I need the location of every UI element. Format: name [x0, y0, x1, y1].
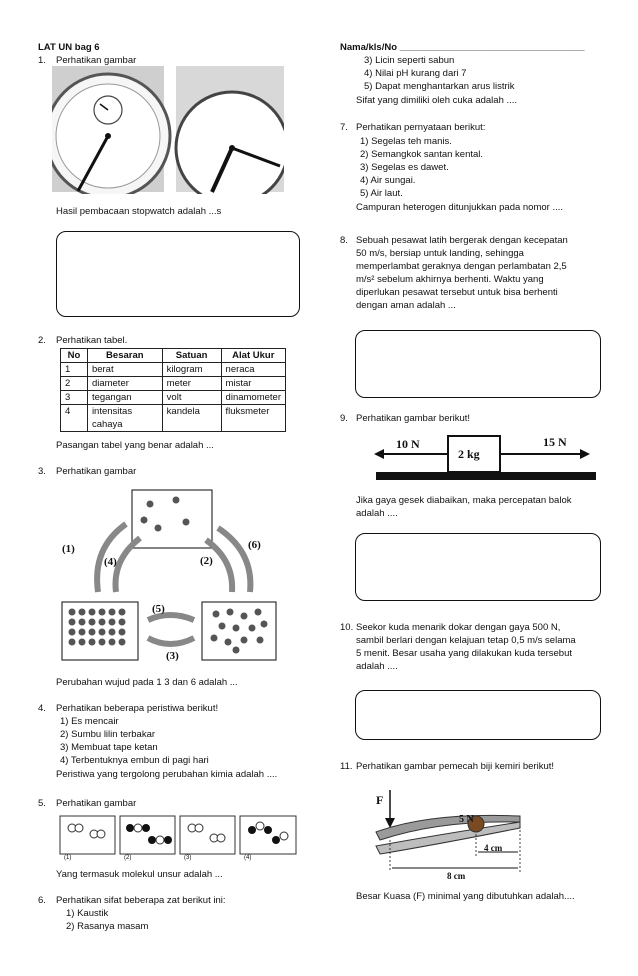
- q6-caption: Sifat yang dimiliki oleh cuka adalah ....: [356, 95, 518, 106]
- force-5n-label: 5 N: [459, 814, 474, 825]
- q11-number: 11.: [340, 761, 353, 772]
- q7-item: 2) Semangkok santan kental.: [360, 149, 484, 160]
- label-4: (4): [104, 556, 117, 568]
- q9-caption: adalah ....: [356, 508, 398, 519]
- q3-prompt: Perhatikan gambar: [56, 466, 137, 477]
- q8-line: Sebuah pesawat latih bergerak dengan kecepatan: [356, 235, 568, 246]
- q8-number: 8.: [340, 235, 348, 246]
- table-row: [61, 405, 286, 432]
- table-header-row: [61, 349, 286, 363]
- q8-answer-box[interactable]: [355, 330, 601, 398]
- q7-prompt: Perhatikan pernyataan berikut:: [356, 122, 486, 133]
- q2-number: 2.: [38, 335, 46, 346]
- table-cell: mistar: [221, 377, 285, 391]
- label-3: (3): [166, 650, 179, 662]
- q6-item: 2) Rasanya masam: [66, 921, 149, 932]
- q4-caption: Peristiwa yang tergolong perubahan kimia adalah ....: [56, 769, 278, 780]
- q10-line: 5 menit. Besar usaha yang dilakukan kuda tersebut: [356, 648, 572, 659]
- table-cell: meter: [162, 377, 221, 391]
- q9-answer-box[interactable]: [355, 533, 601, 601]
- q1-answer-box[interactable]: [56, 231, 300, 317]
- q6-item: 3) Licin seperti sabun: [364, 55, 455, 66]
- q10-answer-box[interactable]: [355, 690, 601, 740]
- table-row: [61, 377, 286, 391]
- name-field[interactable]: Nama/kls/No ___________________________________: [340, 42, 585, 53]
- q6-prompt: Perhatikan sifat beberapa zat berikut ini:: [56, 895, 226, 906]
- q6-item: 4) Nilai pH kurang dari 7: [364, 68, 467, 79]
- table-header: Alat Ukur: [221, 349, 285, 363]
- table-cell: dinamometer: [221, 391, 285, 405]
- stopwatch-figure: [52, 66, 284, 194]
- q7-item: 4) Air sungai.: [360, 175, 416, 186]
- q8-line: diperlukan pesawat tersebut untuk bisa berhenti: [356, 287, 558, 298]
- table-cell: berat: [87, 363, 162, 377]
- table-cell: volt: [162, 391, 221, 405]
- q4-number: 4.: [38, 703, 46, 714]
- table-header: No: [61, 349, 88, 363]
- table-cell: 4: [61, 405, 88, 432]
- label-2: (2): [200, 555, 213, 567]
- label-5: (5): [152, 603, 165, 615]
- table-cell: tegangan: [87, 391, 162, 405]
- molecule-figure: [58, 814, 298, 856]
- q6-number: 6.: [38, 895, 46, 906]
- table-cell: 2: [61, 377, 88, 391]
- q7-number: 7.: [340, 122, 348, 133]
- q3-number: 3.: [38, 466, 46, 477]
- q2-caption: Pasangan tabel yang benar adalah ...: [56, 440, 214, 451]
- force-f-label: F: [376, 793, 384, 807]
- q7-item: 5) Air laut.: [360, 188, 403, 199]
- table-header: Besaran: [87, 349, 162, 363]
- q10-line: sambil berlari dengan kelajuan tetap 0,5 m/s selama: [356, 635, 576, 646]
- page-title: LAT UN bag 6: [38, 42, 100, 53]
- table-cell: intensitas cahaya: [87, 405, 162, 432]
- q4-item: 4) Terbentuknya embun di pagi hari: [60, 755, 209, 766]
- q9-prompt: Perhatikan gambar berikut!: [356, 413, 471, 424]
- table-cell: neraca: [221, 363, 285, 377]
- units-table: [60, 348, 286, 432]
- q4-item: 2) Sumbu lilin terbakar: [60, 729, 156, 740]
- q7-item: 1) Segelas teh manis.: [360, 136, 452, 147]
- q8-line: dengan aman adalah ...: [356, 300, 456, 311]
- label-6: (6): [248, 539, 261, 551]
- table-cell: kilogram: [162, 363, 221, 377]
- label-1: (1): [62, 543, 75, 555]
- table-cell: kandela: [162, 405, 221, 432]
- table-row: [61, 391, 286, 405]
- q5-caption: Yang termasuk molekul unsur adalah ...: [56, 869, 223, 880]
- q3-caption: Perubahan wujud pada 1 3 dan 6 adalah ...: [56, 677, 238, 688]
- length-4cm-label: 4 cm: [484, 843, 503, 853]
- q8-line: memperlambat geraknya dengan perlambatan 2,5: [356, 261, 567, 272]
- table-cell: 1: [61, 363, 88, 377]
- mol-label-1: (1): [64, 855, 72, 861]
- mol-label-2: (2): [124, 855, 132, 861]
- q11-prompt: Perhatikan gambar pemecah biji kemiri berikut!: [356, 761, 555, 772]
- table-header: Satuan: [162, 349, 221, 363]
- q4-item: 1) Es mencair: [60, 716, 119, 727]
- q6-item: 1) Kaustik: [66, 908, 109, 919]
- q5-number: 5.: [38, 798, 46, 809]
- table-cell: diameter: [87, 377, 162, 391]
- mass-label: 2 kg: [458, 447, 480, 461]
- q6-item: 5) Dapat menghantarkan arus listrik: [364, 81, 515, 92]
- table-cell: fluksmeter: [221, 405, 285, 432]
- q4-item: 3) Membuat tape ketan: [60, 742, 158, 753]
- q7-item: 3) Segelas es dawet.: [360, 162, 449, 173]
- right-force-label: 15 N: [543, 435, 567, 449]
- q8-line: 50 m/s, bersiap untuk landing, sehingga: [356, 248, 524, 259]
- q11-caption: Besar Kuasa (F) minimal yang dibutuhkan adalah....: [356, 891, 575, 902]
- q10-number: 10.: [340, 622, 354, 633]
- table-cell: 3: [61, 391, 88, 405]
- q1-prompt: Perhatikan gambar: [56, 55, 137, 66]
- phase-change-diagram: [58, 488, 278, 664]
- length-8cm-label: 8 cm: [447, 871, 466, 881]
- q9-caption: Jika gaya gesek diabaikan, maka percepatan balok: [356, 495, 572, 506]
- left-force-label: 10 N: [396, 437, 420, 451]
- table-row: [61, 363, 286, 377]
- q4-prompt: Perhatikan beberapa peristiwa berikut!: [56, 703, 219, 714]
- q10-line: adalah ....: [356, 661, 398, 672]
- q1-caption: Hasil pembacaan stopwatch adalah ...s: [56, 206, 222, 217]
- mol-label-3: (3): [184, 855, 192, 861]
- q9-number: 9.: [340, 413, 348, 424]
- q8-line: m/s² sebelum akhirnya berhenti. Waktu yang: [356, 274, 544, 285]
- q1-number: 1.: [38, 55, 46, 66]
- q5-prompt: Perhatikan gambar: [56, 798, 137, 809]
- q7-caption: Campuran heterogen ditunjukkan pada nomor ....: [356, 202, 564, 213]
- nutcracker-figure: [370, 782, 530, 878]
- q2-prompt: Perhatikan tabel.: [56, 335, 128, 346]
- mol-label-4: (4): [244, 855, 252, 861]
- q10-line: Seekor kuda menarik dokar dengan gaya 500 N,: [356, 622, 561, 633]
